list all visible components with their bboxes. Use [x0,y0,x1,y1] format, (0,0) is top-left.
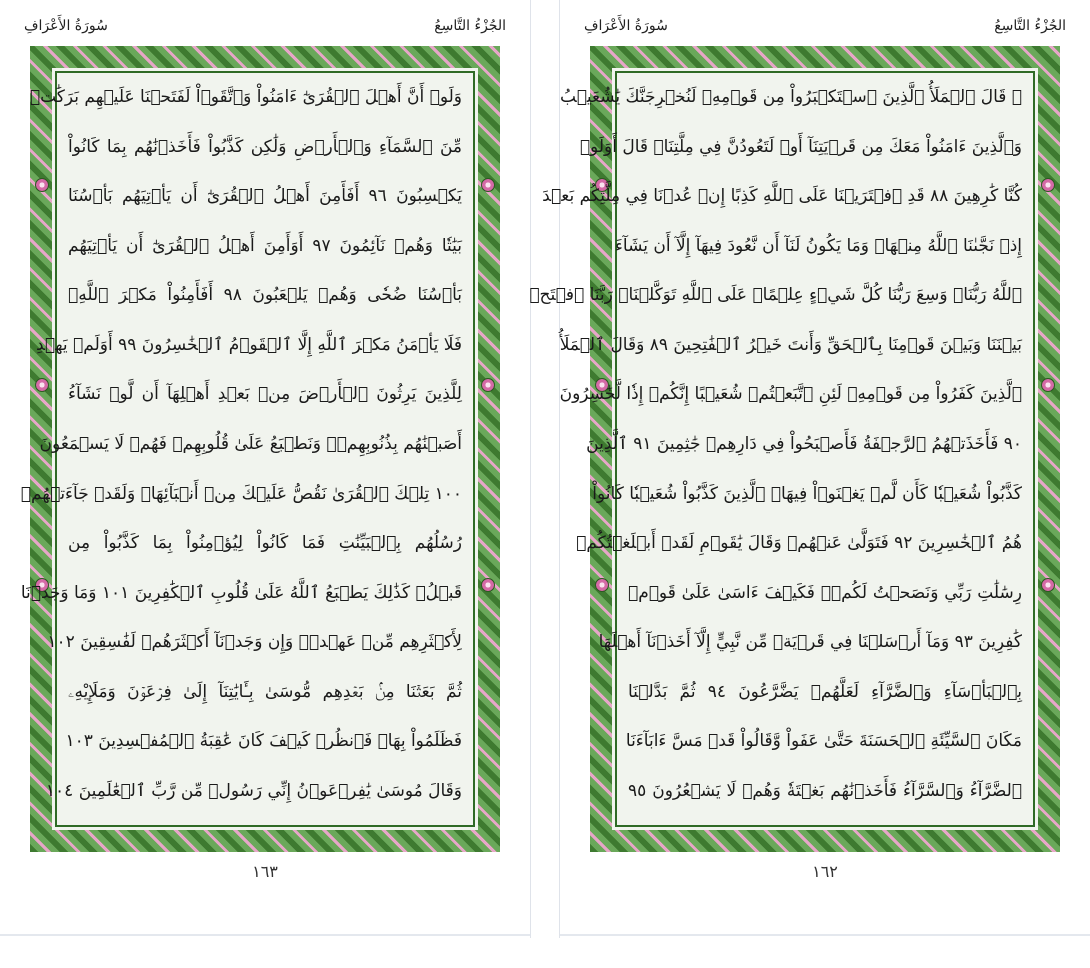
surah-name: سُورَةُ الأَعْرَافِ [584,18,668,34]
text-line: أَصَبۡنَٰهُم بِذُنُوبِهِمۡۚ وَنَطۡبَعُ عَلَىٰ قُلُوبِهِمۡ فَهُمۡ لَا يَسۡمَعُونَ [39,433,462,454]
text-line: مِّنَ ٱلسَّمَآءِ وَٱلۡأَرۡضِ وَلَٰكِن كَذَّبُواْ فَأَخَذۡنَٰهُم بِمَا كَانُواْ [68,136,462,157]
surah-name: سُورَةُ الأَعْرَافِ [24,18,108,34]
text-line: ٱللَّهُ رَبُّنَاۚ وَسِعَ رَبُّنَا كُلَّ شَيۡءٍ عِلۡمًاۚ عَلَى ٱللَّهِ تَوَكَّلۡنَاۚ رَبَّنَا ٱفۡتَحۡ [529,285,1022,306]
page-number: ١٦٢ [812,862,838,881]
text-line: وَٱلَّذِينَ ءَامَنُواْ مَعَكَ مِن قَرۡيَتِنَآ أَوۡ لَتَعُودُنَّ فِي مِلَّتِنَاۚ قَالَ أَوَلَوۡ [579,136,1022,157]
text-line: ١٠٠ تِلۡكَ ٱلۡقُرَىٰ نَقُصُّ عَلَيۡكَ مِنۡ أَنۢبَآئِهَاۚ وَلَقَدۡ جَآءَتۡهُمۡ [20,483,462,504]
text-line: بَيَٰتٗا وَهُمۡ نَآئِمُونَ ٩٧ أَوَأَمِنَ أَهۡلُ ٱلۡقُرَىٰٓ أَن يَأۡتِيَهُم [68,235,463,256]
text-line: لِأَكۡثَرِهِم مِّنۡ عَهۡدٖۖ وَإِن وَجَدۡنَآ أَكۡثَرَهُمۡ لَفَٰسِقِينَ ١٠٢ [47,632,462,653]
text-line: بِٱلۡبَأۡسَآءِ وَٱلضَّرَّآءِ لَعَلَّهُمۡ يَضَّرَّعُونَ ٩٤ ثُمَّ بَدَّلۡنَا [628,681,1023,702]
frame-rosette-icon [1041,578,1055,592]
quran-text [20,82,463,816]
frame-rosette-icon [595,578,609,592]
frame-rosette-icon [35,378,49,392]
page-header [584,12,1066,40]
juz-name: الجُزْءُ التَّاسِعُ [994,18,1066,34]
text-line: يَكۡسِبُونَ ٩٦ أَفَأَمِنَ أَهۡلُ ٱلۡقُرَىٰٓ أَن يَأۡتِيَهُم بَأۡسُنَا [68,186,462,207]
text-line: فَلَا يَأۡمَنُ مَكۡرَ ٱللَّهِ إِلَّا ٱلۡقَوۡمُ ٱلۡخَٰسِرُونَ ٩٩ أَوَلَمۡ يَهۡدِ [35,334,462,355]
text-line: ٩٠ فَأَخَذَتۡهُمُ ٱلرَّجۡفَةُ فَأَصۡبَحُواْ فِي دَارِهِمۡ جَٰثِمِينَ ٩١ ٱلَّذِينَ [586,433,1022,454]
frame-rosette-icon [1041,178,1055,192]
page-number: ١٦٣ [252,862,278,881]
text-line: لِلَّذِينَ يَرِثُونَ ٱلۡأَرۡضَ مِنۢ بَعۡدِ أَهۡلِهَآ أَن لَّوۡ نَشَآءُ [68,384,462,405]
text-line: بَيۡنَنَا وَبَيۡنَ قَوۡمِنَا بِٱلۡحَقِّ وَأَنتَ خَيۡرُ ٱلۡفَٰتِحِينَ ٨٩ وَقَالَ ٱلۡمَلَأُ [559,334,1022,355]
frame-rosette-icon [1041,378,1055,392]
text-line: مَكَانَ ٱلسَّيِّئَةِ ٱلۡحَسَنَةَ حَتَّىٰ عَفَواْ وَّقَالُواْ قَدۡ مَسَّ ءَابَآءَنَا [625,731,1022,752]
page-divider [560,934,1090,936]
frame-rosette-icon [481,378,495,392]
text-line: فَظَلَمُواْ بِهَاۖ فَٱنظُرۡ كَيۡفَ كَانَ عَٰقِبَةُ ٱلۡمُفۡسِدِينَ ١٠٣ [65,731,462,752]
text-line: ۞ قَالَ ٱلۡمَلَأُ ٱلَّذِينَ ٱسۡتَكۡبَرُواْ مِن قَوۡمِهِۦ لَنُخۡرِجَنَّكَ يَٰشُعَيۡبُ [560,87,1022,107]
ornamental-frame [20,46,500,852]
text-line: ٱلَّذِينَ كَفَرُواْ مِن قَوۡمِهِۦ لَئِنِ ٱتَّبَعۡتُمۡ شُعَيۡبًا إِنَّكُمۡ إِذٗا لَّخَٰسِرُونَ [559,384,1022,405]
text-line: كَذَّبُواْ شُعَيۡبٗا كَأَن لَّمۡ يَغۡنَوۡاْ فِيهَاۚ ٱلَّذِينَ كَذَّبُواْ شُعَيۡبٗا كَانُواْ [592,483,1022,504]
mushaf-page-162 [529,0,1090,938]
page-divider [0,934,530,936]
text-line: ثُمَّ بَعَثۡنَا مِنۢ بَعۡدِهِم مُّوسَىٰ بِـَٔايَٰتِنَآ إِلَىٰ فِرۡعَوۡنَ وَمَلَإِيْهِۦ [68,681,462,702]
text-line: رُسُلُهُم بِٱلۡبَيِّنَٰتِ فَمَا كَانُواْ لِيُؤۡمِنُواْ بِمَا كَذَّبُواْ مِن [68,533,462,554]
text-line: ٱلضَّرَّآءُ وَٱلسَّرَّآءُ فَأَخَذۡنَٰهُم بَغۡتَةٗ وَهُمۡ لَا يَشۡعُرُونَ ٩٥ [628,780,1022,801]
ornamental-frame [529,46,1060,852]
frame-rosette-icon [481,178,495,192]
mushaf-page-163 [0,0,531,938]
frame-rosette-icon [35,178,49,192]
text-line: إِذۡ نَجَّىٰنَا ٱللَّهُ مِنۡهَاۚ وَمَا يَكُونُ لَنَآ أَن نَّعُودَ فِيهَآ إِلَّآ أَن يَشَآءَ [614,235,1022,256]
text-line: وَلَوۡ أَنَّ أَهۡلَ ٱلۡقُرَىٰٓ ءَامَنُواْ وَٱتَّقَوۡاْ لَفَتَحۡنَا عَلَيۡهِم بَرَكَٰتٖ [29,87,462,107]
quran-text [529,82,1023,816]
page-header [24,12,506,40]
text-line: بَأۡسُنَا ضُحٗى وَهُمۡ يَلۡعَبُونَ ٩٨ أَفَأَمِنُواْ مَكۡرَ ٱللَّهِۚ [68,285,462,306]
text-line: رِسَٰلَٰتِ رَبِّي وَنَصَحۡتُ لَكُمۡۖ فَكَيۡفَ ءَاسَىٰ عَلَىٰ قَوۡمٖ [628,582,1022,603]
text-line: وَقَالَ مُوسَىٰ يَٰفِرۡعَوۡنُ إِنِّي رَسُولٞ مِّن رَّبِّ ٱلۡعَٰلَمِينَ ١٠٤ [45,780,462,801]
text-line: كَٰفِرِينَ ٩٣ وَمَآ أَرۡسَلۡنَا فِي قَرۡيَةٖ مِّن نَّبِيٍّ إِلَّآ أَخَذۡنَآ أَهۡلَهَا [598,632,1022,653]
frame-rosette-icon [481,578,495,592]
text-line: قَبۡلُۚ كَذَٰلِكَ يَطۡبَعُ ٱللَّهُ عَلَىٰ قُلُوبِ ٱلۡكَٰفِرِينَ ١٠١ وَمَا وَجَدۡنَا [20,582,462,603]
juz-name: الجُزْءُ التَّاسِعُ [434,18,506,34]
text-line: كُنَّا كَٰرِهِينَ ٨٨ قَدِ ٱفۡتَرَيۡنَا عَلَى ٱللَّهِ كَذِبًا إِنۡ عُدۡنَا فِي مِلَّتِكُم بَعۡدَ [542,186,1022,207]
text-line: هُمُ ٱلۡخَٰسِرِينَ ٩٢ فَتَوَلَّىٰ عَنۡهُمۡ وَقَالَ يَٰقَوۡمِ لَقَدۡ أَبۡلَغۡتُكُمۡ [576,533,1022,554]
